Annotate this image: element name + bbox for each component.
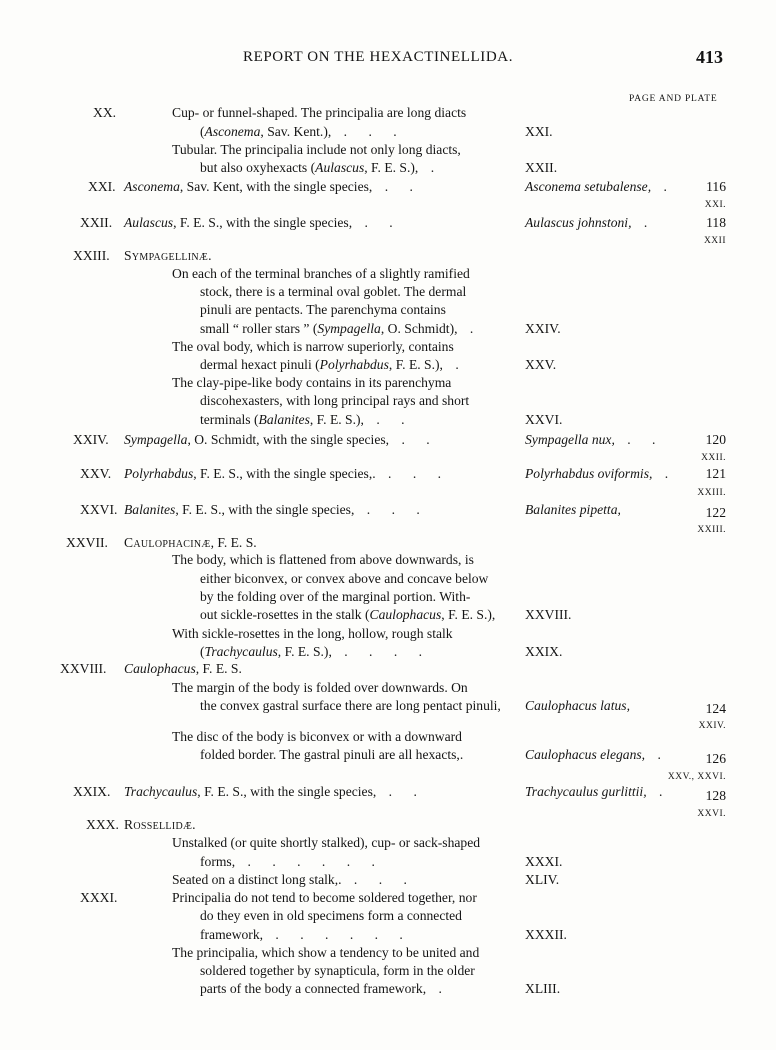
ref-numeral: XXV. [525, 357, 557, 372]
key-line: With sickle-rosettes in the long, hollow, rough stalk [172, 626, 453, 641]
ref-numeral: XLIV. [525, 872, 560, 887]
key-line: parts of the body a connected framework, . [200, 981, 451, 996]
species-name: Sympagella nux, . . [525, 432, 665, 447]
section-heading: Caulophacinæ, F. E. S. [124, 535, 257, 550]
key-number: XXIV. [73, 432, 109, 447]
key-number: XXVII. [66, 535, 108, 550]
key-number: XXI. [88, 179, 116, 194]
key-number: XXIX. [73, 784, 111, 799]
key-line: Balanites, F. E. S., with the single species, . . . [124, 502, 429, 517]
key-line: folded border. The gastral pinuli are all hexacts,. [200, 747, 464, 762]
ref-numeral: XXXII. [525, 927, 567, 942]
plate-ref: XXIII. [697, 525, 726, 535]
ref-numeral: XLIII. [525, 981, 561, 996]
key-line: dermal hexact pinuli (Polyrhabdus, F. E. S.), . [200, 357, 468, 372]
ref-numeral: XXIX. [525, 644, 563, 659]
page-ref: 128 [705, 788, 726, 803]
key-line: Polyrhabdus, F. E. S., with the single species,. . . . [124, 466, 451, 481]
key-line: stock, there is a terminal oval goblet. The dermal [200, 284, 467, 299]
key-line: discohexasters, with long principal rays and short [200, 393, 470, 408]
key-line: Caulophacus, F. E. S. [124, 661, 242, 676]
key-line: (Trachycaulus, F. E. S.), . . . . [200, 644, 432, 659]
species-name: Caulophacus latus, [525, 698, 630, 713]
key-line: forms, . . . . . . [200, 854, 384, 869]
plate-ref: XXII [703, 236, 726, 246]
section-heading: Rossellidæ. [124, 817, 196, 832]
species-name: Caulophacus elegans, . [525, 747, 670, 762]
key-line: by the folding over of the marginal portion. With- [200, 589, 471, 604]
ref-numeral: XXXI. [525, 854, 563, 869]
species-name: Polyrhabdus oviformis, . [525, 466, 678, 481]
page-ref: 122 [705, 505, 726, 520]
key-line: Unstalked (or quite shortly stalked), cup- or sack-shaped [172, 835, 481, 850]
key-line: The oval body, which is narrow superiorly, contains [172, 339, 454, 354]
key-line: either biconvex, or convex above and concave below [200, 571, 489, 586]
species-name: Aulascus johnstoni, . [525, 215, 657, 230]
key-line: The body, which is flattened from above downwards, is [172, 552, 474, 567]
key-line: small “ roller stars ” (Sympagella, O. Schmidt), . [200, 321, 483, 336]
key-number: XXV. [80, 466, 112, 481]
plate-ref: XXIII. [697, 488, 726, 498]
key-line: The margin of the body is folded over downwards. On [172, 680, 468, 695]
plate-ref: XXI. [704, 200, 726, 210]
key-line: Principalia do not tend to become soldered together, nor [172, 890, 477, 905]
key-number: XXXI. [80, 890, 118, 905]
ref-numeral: XXI. [525, 124, 553, 139]
species-name: Asconema setubalense, . [525, 179, 676, 194]
key-line: but also oxyhexacts (Aulascus, F. E. S.), . [200, 160, 444, 175]
page-ref: 120 [705, 432, 726, 447]
key-line: On each of the terminal branches of a slightly ramified [172, 266, 470, 281]
page-ref: 126 [705, 751, 726, 766]
key-line: Aulascus, F. E. S., with the single species, . . [124, 215, 402, 230]
plate-ref: XXVI. [697, 809, 726, 819]
key-number: XXVIII. [60, 661, 107, 676]
plate-ref: XXIV. [698, 721, 726, 731]
key-line: Trachycaulus, F. E. S., with the single species, . . [124, 784, 426, 799]
key-line: soldered together by synapticula, form in the older [200, 963, 475, 978]
page-ref: 118 [706, 215, 726, 230]
plate-ref: XXII. [701, 453, 726, 463]
page-ref: 116 [706, 179, 726, 194]
key-line: out sickle-rosettes in the stalk (Caulophacus, F. E. S.), [200, 607, 496, 622]
key-line: pinuli are pentacts. The parenchyma contains [200, 302, 446, 317]
key-line: Cup- or funnel-shaped. The principalia are long diacts [172, 105, 467, 120]
species-name: Balanites pipetta, [525, 502, 621, 517]
page-ref: 124 [705, 701, 726, 716]
ref-numeral: XXVIII. [525, 607, 572, 622]
key-line: Sympagella, O. Schmidt, with the single species, . . [124, 432, 439, 447]
column-heading: PAGE AND PLATE [629, 94, 718, 104]
key-line: Asconema, Sav. Kent, with the single species, . . [124, 179, 422, 194]
plate-ref: XXV., XXVI. [667, 772, 726, 782]
running-header-title: REPORT ON THE HEXACTINELLIDA. [243, 49, 514, 65]
ref-numeral: XXII. [525, 160, 558, 175]
page-ref: 121 [705, 466, 726, 481]
page-number: 413 [696, 47, 723, 67]
key-number: XXVI. [80, 502, 118, 517]
key-line: terminals (Balanites, F. E. S.), . . [200, 412, 414, 427]
section-heading: Sympagellinæ. [124, 248, 212, 263]
key-line: framework, . . . . . . [200, 927, 412, 942]
key-number: XXIII. [73, 248, 110, 263]
key-line: do they even in old specimens form a connected [200, 908, 462, 923]
key-line: the convex gastral surface there are long pentact pinuli, [200, 698, 501, 713]
key-line: Seated on a distinct long stalk,. . . . [172, 872, 416, 887]
key-line: (Asconema, Sav. Kent.), . . . [200, 124, 406, 139]
key-line: The disc of the body is biconvex or with a downward [172, 729, 462, 744]
key-number: XX. [93, 105, 117, 120]
ref-numeral: XXVI. [525, 412, 563, 427]
species-name: Trachycaulus gurlittii, . [525, 784, 672, 799]
key-line: The principalia, which show a tendency to be united and [172, 945, 480, 960]
key-number: XXII. [80, 215, 113, 230]
key-line: Tubular. The principalia include not only long diacts, [172, 142, 461, 157]
key-number: XXX. [86, 817, 119, 832]
ref-numeral: XXIV. [525, 321, 561, 336]
key-line: The clay-pipe-like body contains in its parenchyma [172, 375, 452, 390]
